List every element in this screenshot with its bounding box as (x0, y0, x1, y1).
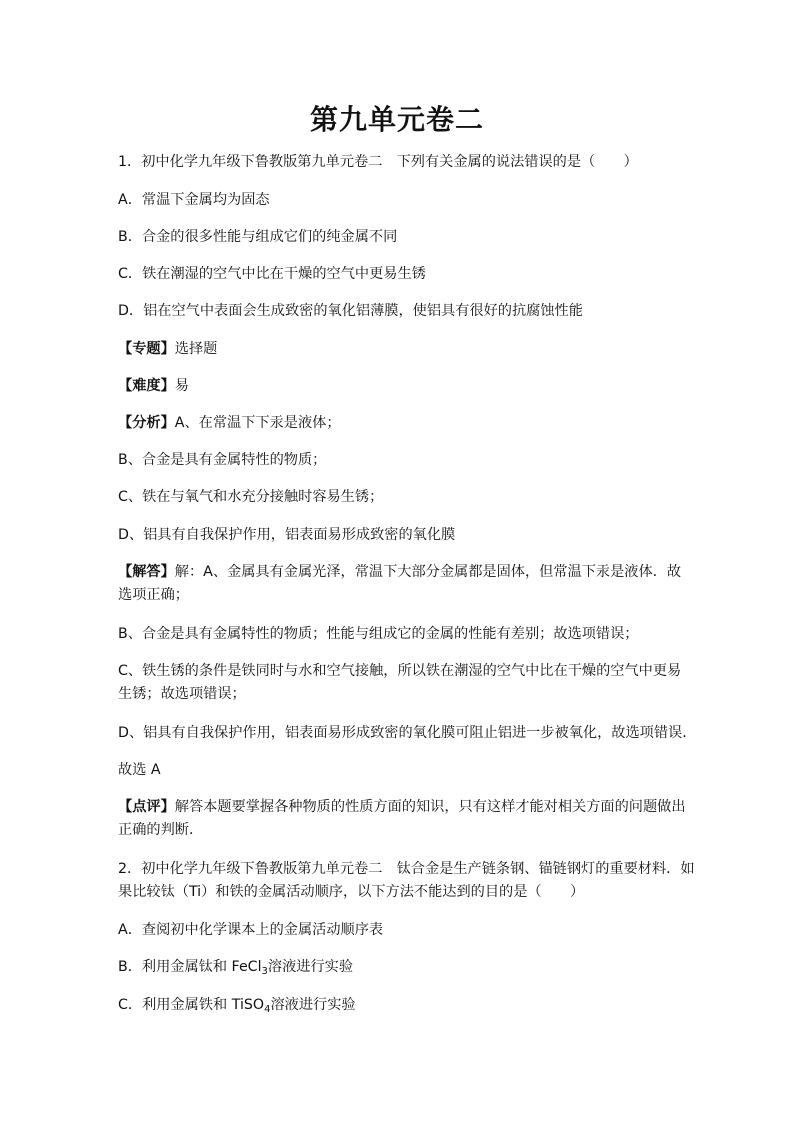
solution-line: 解：A、金属具有金属光泽，常温下大部分金属都是固体，但常温下汞是液体．故 (174, 564, 682, 580)
option-b-text: B．利用金属钛和 FeCl (118, 959, 262, 975)
solution-line: 生锈；故选项错误； (118, 686, 246, 702)
comment-tag: 【点评】 (118, 799, 175, 815)
difficulty-value: 易 (174, 378, 189, 394)
option-c-text: C．利用金属铁和 TiSO (118, 997, 265, 1013)
analysis-tag: 【分析】 (118, 415, 175, 431)
question-2-option-a: A．查阅初中化学课本上的金属活动顺序表 (118, 922, 384, 938)
analysis-line: B、合金是具有金属特性的物质； (118, 452, 327, 468)
analysis-line: C、铁在与氧气和水充分接触时容易生锈； (118, 489, 384, 505)
solution-line: 选项正确； (118, 587, 189, 603)
question-2-option-b (118, 957, 678, 977)
option-c-text: 溶液进行实验 (270, 997, 356, 1013)
solution-tag: 【解答】 (118, 564, 175, 580)
topic-value: 选择题 (174, 341, 218, 357)
question-2-stem: 果比较钛（Ti）和铁的金属活动顺序，以下方法不能达到的目的是（ ） (118, 884, 585, 900)
question-1-option-b: B．合金的很多性能与组成它们的纯金属不同 (118, 229, 398, 245)
question-1-analysis (118, 413, 678, 433)
question-1-comment (118, 797, 686, 817)
question-1-option-c: C．铁在潮湿的空气中比在干燥的空气中更易生锈 (118, 266, 426, 282)
question-1-option-d: D．铝在空气中表面会生成致密的氧化铝薄膜，使铝具有很好的抗腐蚀性能 (118, 303, 583, 319)
comment-line: 解答本题要掌握各种物质的性质方面的知识，只有这样才能对相关方面的问题做出 (174, 799, 686, 815)
topic-tag: 【专题】 (118, 341, 175, 357)
solution-line: D、铝具有自我保护作用，铝表面易形成致密的氧化膜可阻止铝进一步被氧化，故选项错误． (118, 725, 697, 741)
solution-line: B、合金是具有金属特性的物质；性能与组成它的金属的性能有差别；故选项错误； (118, 626, 639, 642)
analysis-line: A、在常温下下汞是液体； (174, 415, 341, 431)
question-1-option-a: A．常温下金属均为固态 (118, 192, 270, 208)
question-2-option-c (118, 995, 678, 1015)
question-1-difficulty (118, 376, 678, 396)
question-2-stem: 2．初中化学九年级下鲁教版第九单元卷二 钛合金是生产链条钢、锚链钢灯的重要材料．如 (118, 861, 695, 877)
answer-line: 故选 A (118, 762, 161, 778)
analysis-line: D、铝具有自我保护作用，铝表面易形成致密的氧化膜 (118, 527, 456, 543)
difficulty-tag: 【难度】 (118, 378, 175, 394)
comment-line: 正确的判断． (118, 822, 204, 838)
option-b-text: 溶液进行实验 (267, 959, 354, 975)
question-1-topic (118, 339, 678, 359)
page-title: 第九单元卷二 (309, 103, 484, 136)
solution-line: C、铁生锈的条件是铁同时与水和空气接触，所以铁在潮湿的空气中比在干燥的空气中更易 (118, 663, 682, 679)
question-1-solution (118, 562, 682, 582)
question-1-stem: 1．初中化学九年级下鲁教版第九单元卷二 下列有关金属的说法错误的是（ ） (118, 154, 638, 170)
option-b-subscript: 3 (261, 966, 268, 977)
option-c-subscript: 4 (264, 1004, 271, 1015)
